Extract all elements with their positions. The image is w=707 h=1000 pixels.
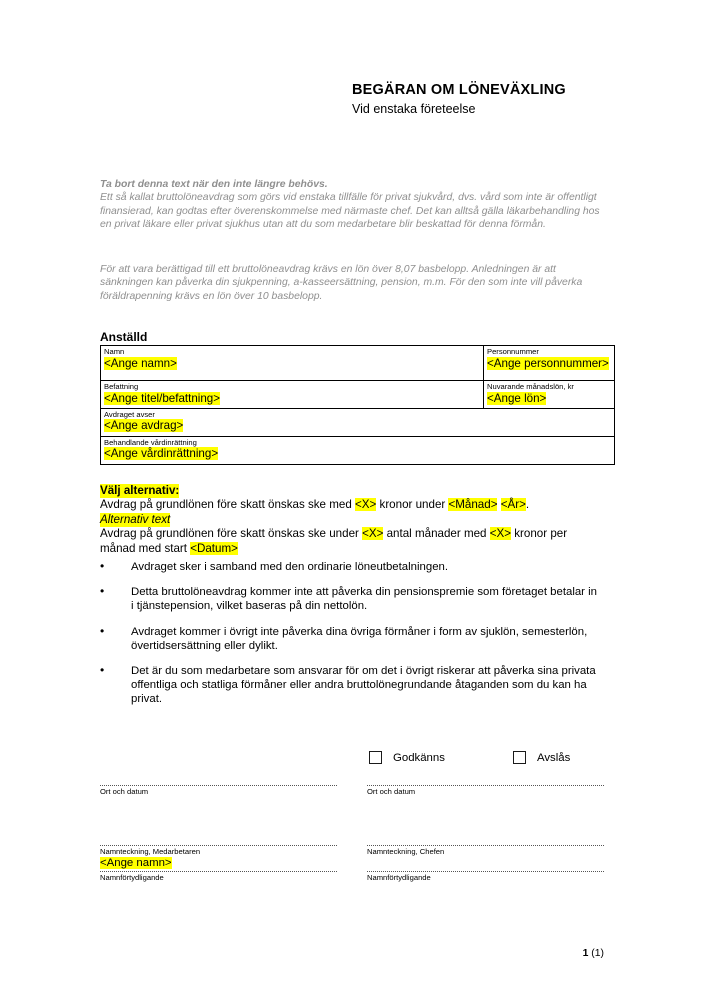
option2-text-part1: Avdrag på grundlönen före skatt önskas ske under (100, 527, 363, 541)
field-vardinrattning-value: <Ange vårdinrättning> (104, 447, 219, 460)
signature-manager[interactable] (367, 845, 604, 883)
page-footer (0, 948, 604, 959)
checkbox-reject[interactable] (513, 751, 526, 764)
decision-reject-group[interactable] (513, 751, 570, 764)
checkbox-reject-label: Avslås (536, 751, 571, 764)
list-item (100, 664, 600, 707)
field-avdraget-avser-value: <Ange avdrag> (104, 419, 184, 432)
field-befattning-value: <Ange titel/befattning> (104, 391, 221, 405)
decision-section (369, 751, 570, 764)
list-item-text: Avdraget kommer i övrigt inte påverka dina övriga förmåner i form av sjuklön, semesterlön, övertidsersättning eller dylikt. (131, 625, 588, 652)
footer-page-total: (1) (588, 948, 604, 959)
list-item (100, 585, 600, 613)
conditions-list (100, 560, 600, 718)
signature-manager-label: Namnteckning, Chefen (367, 847, 445, 856)
option1-month-placeholder[interactable]: <Månad> (448, 498, 498, 512)
employee-details-table (100, 345, 615, 465)
signature-place-date-manager[interactable] (367, 785, 604, 797)
alternatives-section (100, 484, 600, 556)
document-header (352, 82, 652, 117)
instructions-lead: Ta bort denna text när den inte längre behövs. (100, 179, 328, 190)
list-item-text: Det är du som medarbetare som ansvarar för om det i övrigt riskerar att påverka sina privata offentliga och statliga förmåner eller andra bruttolönegrundande åtaganden som du kan ha privat. (131, 665, 596, 706)
instructions-block-secondary (100, 263, 600, 303)
checkbox-approve-label: Godkänns (393, 751, 445, 764)
field-personnummer[interactable] (484, 346, 615, 381)
option2-date-placeholder[interactable]: <Datum> (190, 541, 238, 555)
table-row (101, 346, 615, 381)
signature-place-date-manager-label: Ort och datum (367, 787, 416, 796)
option2-months-placeholder[interactable]: <X> (362, 527, 384, 541)
section-heading-employee: Anställd (100, 330, 148, 344)
field-avdraget-avser-label: Avdraget avser (104, 409, 155, 419)
field-namn[interactable] (101, 346, 484, 381)
signature-employee-name-value: <Ange namn> (100, 857, 172, 869)
option1-amount-placeholder[interactable]: <X> (355, 498, 377, 512)
field-namn-value: <Ange namn> (104, 356, 177, 370)
option1-text-part2: kronor under (376, 498, 449, 512)
signature-employee[interactable] (100, 845, 337, 883)
field-avdraget-avser[interactable] (101, 408, 615, 436)
signature-employee-clarification-label: Namnförtydligande (100, 873, 164, 882)
option1-year-placeholder[interactable]: <År> (500, 498, 526, 512)
signature-manager-clarification-label: Namnförtydligande (367, 873, 431, 882)
signature-place-date-employee-label: Ort och datum (100, 787, 149, 796)
alternative-option-1 (100, 498, 600, 512)
alternatives-heading: Välj alternativ: (100, 484, 180, 497)
list-item (100, 625, 600, 653)
page-title: BEGÄRAN OM LÖNEVÄXLING (352, 82, 566, 98)
list-item-text: Avdraget sker i samband med den ordinarie löneutbetalningen. (131, 561, 449, 573)
checkbox-approve[interactable] (369, 751, 382, 764)
page-subtitle: Vid enstaka företeelse (352, 102, 476, 116)
alternative-option-2 (100, 527, 600, 556)
option1-text-end: . (525, 498, 530, 512)
option2-text-part3: kronor per månad med start (100, 527, 568, 555)
option2-amount-placeholder[interactable]: <X> (489, 527, 512, 541)
field-vardinrattning[interactable] (101, 436, 615, 464)
option2-text-part2: antal månader med (383, 527, 490, 541)
signature-place-date-employee[interactable] (100, 785, 337, 797)
signature-employee-label: Namnteckning, Medarbetaren (100, 847, 201, 856)
decision-approve-group[interactable] (369, 751, 445, 764)
field-manadslon[interactable] (484, 381, 615, 409)
field-personnummer-value: <Ange personnummer> (487, 356, 609, 370)
table-row (101, 408, 615, 436)
field-personnummer-label: Personnummer (487, 347, 539, 356)
table-row (101, 381, 615, 409)
instructions-paragraph-1: Ett så kallat bruttolöneavdrag som görs vid enstaka tillfälle för privat sjukvård, dvs. vård som inte är offentligt finansierad, kan godtas efter överenskommelse med närmaste chef. Det kan alltså gälla läkarbehandling hos en privat läkare eller privat sjukhus utan att du som medarbetare blir beskattad för denna förmån. (100, 192, 600, 230)
list-item-text: Detta bruttolöneavdrag kommer inte att påverka din pensionspremie som företaget betalar in i tjänstepension, vilket baseras på din nettolön. (131, 586, 598, 613)
table-row (101, 436, 615, 464)
field-manadslon-value: <Ange lön> (487, 391, 547, 405)
list-item (100, 560, 600, 574)
instructions-paragraph-2: För att vara berättigad till ett bruttolöneavdrag krävs en lön över 8,07 basbelopp. Anledningen är att sänkningen kan påverka din sjukpenning, a-kasseersättning, pension, m.m. För den som inte vill påverka föräldrapenning krävs en lön över 10 basbelopp. (100, 264, 583, 302)
instructions-block-primary (100, 178, 600, 231)
field-befattning[interactable] (101, 381, 484, 409)
field-befattning-label: Befattning (104, 382, 139, 391)
field-vardinrattning-label: Behandlande vårdinrättning (104, 437, 197, 447)
option1-text-part1: Avdrag på grundlönen före skatt önskas ske med (100, 498, 356, 512)
field-manadslon-label: Nuvarande månadslön, kr (487, 382, 574, 391)
alternative-text-label: Alternativ text (100, 512, 171, 526)
footer-page-number: 1 (582, 948, 589, 959)
field-namn-label: Namn (104, 347, 125, 356)
